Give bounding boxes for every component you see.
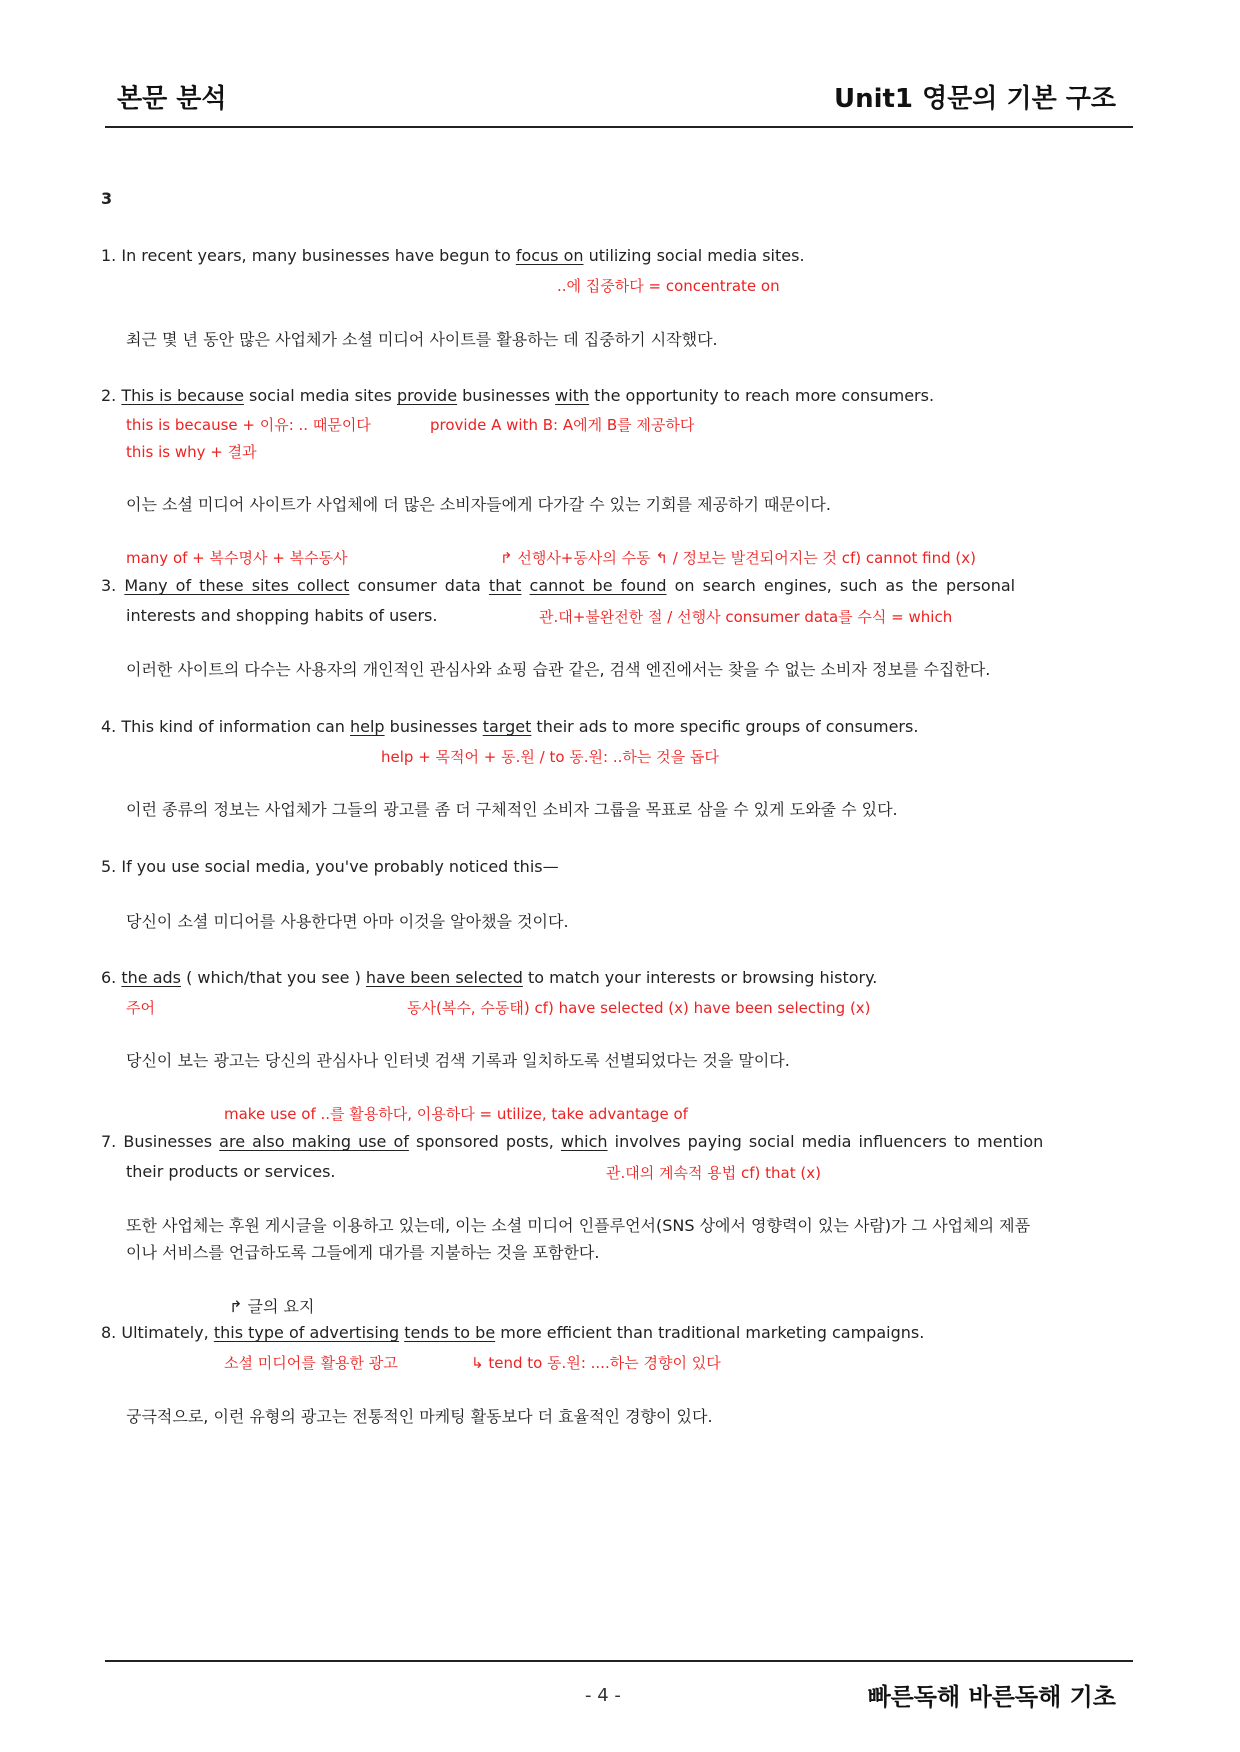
translation-7-line1: 또한 사업체는 후원 게시글을 이용하고 있는데, 이는 소셜 미디어 인플루언서(SNS 상에서 영향력이 있는 사람)가 그 사업체의 제품	[126, 1216, 1031, 1235]
translation-6: 당신이 보는 광고는 당신의 관심사나 인터넷 검색 기록과 일치하도록 선별되었다는 것을 말이다.	[126, 1051, 790, 1070]
note-1: ..에 집중하다 = concentrate on	[557, 277, 780, 295]
note-8c: ↳ tend to 동.원: ....하는 경향이 있다	[471, 1354, 721, 1372]
translation-4: 이런 종류의 정보는 사업체가 그들의 광고를 좀 더 구체적인 소비자 그룹을 목표로 삼을 수 있게 도와줄 수 있다.	[126, 800, 898, 819]
note-3b: ↱ 선행사+동사의 수동 ↰ / 정보는 발견되어지는 것 cf) cannot find (x)	[500, 549, 976, 567]
translation-8: 궁극적으로, 이런 유형의 광고는 전통적인 마케팅 활동보다 더 효율적인 경향이 있다.	[126, 1407, 713, 1426]
page-number: - 4 -	[585, 1685, 621, 1706]
note-4: help + 목적어 + 동.원 / to 동.원: ..하는 것을 돕다	[381, 748, 719, 766]
header-right-title: Unit1 영문의 기본 구조	[833, 84, 1116, 114]
footer-rule	[105, 1660, 1133, 1662]
footer-title: 빠른독해 바른독해 기초	[867, 1683, 1116, 1711]
note-2b: provide A with B: A에게 B를 제공하다	[430, 416, 695, 434]
translation-3: 이러한 사이트의 다수는 사용자의 개인적인 관심사와 쇼핑 습관 같은, 검색 엔진에서는 찾을 수 없는 소비자 정보를 수집한다.	[126, 660, 991, 679]
translation-5: 당신이 소셜 미디어를 사용한다면 아마 이것을 알아챘을 것이다.	[126, 912, 569, 931]
note-8a: ↱ 글의 요지	[229, 1297, 315, 1316]
translation-7-line2: 이나 서비스를 언급하도록 그들에게 대가를 지불하는 것을 포함한다.	[126, 1243, 600, 1262]
header-left-title: 본문 분석	[117, 84, 227, 114]
note-2c: this is why + 결과	[126, 443, 257, 461]
note-7a: make use of ..를 활용하다, 이용하다 = utilize, take advantage of	[224, 1105, 688, 1123]
sentence-4: 4. This kind of information can help businesses target their ads to more specific groups of consumers.	[101, 717, 919, 736]
translation-1: 최근 몇 년 동안 많은 사업체가 소셜 미디어 사이트를 활용하는 데 집중하기 시작했다.	[126, 330, 718, 349]
translation-2: 이는 소셜 미디어 사이트가 사업체에 더 많은 소비자들에게 다가갈 수 있는 기회를 제공하기 때문이다.	[126, 495, 831, 514]
note-3a: many of + 복수명사 + 복수동사	[126, 549, 348, 567]
sentence-6: 6. the ads ( which/that you see ) have been selected to match your interests or browsing history.	[101, 968, 878, 987]
note-6b: 동사(복수, 수동태) cf) have selected (x) have been selecting (x)	[407, 999, 871, 1017]
sentence-3-line2: interests and shopping habits of users.	[126, 606, 438, 625]
sentence-3: 3. Many of these sites collect consumer data that cannot be found on search engines, such as the personal	[101, 576, 1016, 595]
sentence-7-line2: their products or services.	[126, 1162, 336, 1181]
sentence-1: 1. In recent years, many businesses have begun to focus on utilizing social media sites.	[101, 246, 805, 265]
note-8b: 소셜 미디어를 활용한 광고	[224, 1354, 398, 1372]
note-2a: this is because + 이유: .. 때문이다	[126, 416, 371, 434]
note-7b: 관.대의 계속적 용법 cf) that (x)	[606, 1164, 821, 1182]
note-6a: 주어	[126, 999, 155, 1017]
header-rule	[105, 126, 1133, 128]
section-number: 3	[101, 189, 113, 208]
sentence-7: 7. Businesses are also making use of sponsored posts, which involves paying social media influencers to mention	[101, 1132, 1044, 1151]
note-3c: 관.대+불완전한 절 / 선행사 consumer data를 수식 = which	[539, 608, 953, 626]
sentence-2: 2. This is because social media sites provide businesses with the opportunity to reach more consumers.	[101, 386, 935, 405]
sentence-8: 8. Ultimately, this type of advertising tends to be more efficient than traditional marketing campaigns.	[101, 1323, 925, 1342]
sentence-5: 5. If you use social media, you've probably noticed this—	[101, 857, 559, 876]
